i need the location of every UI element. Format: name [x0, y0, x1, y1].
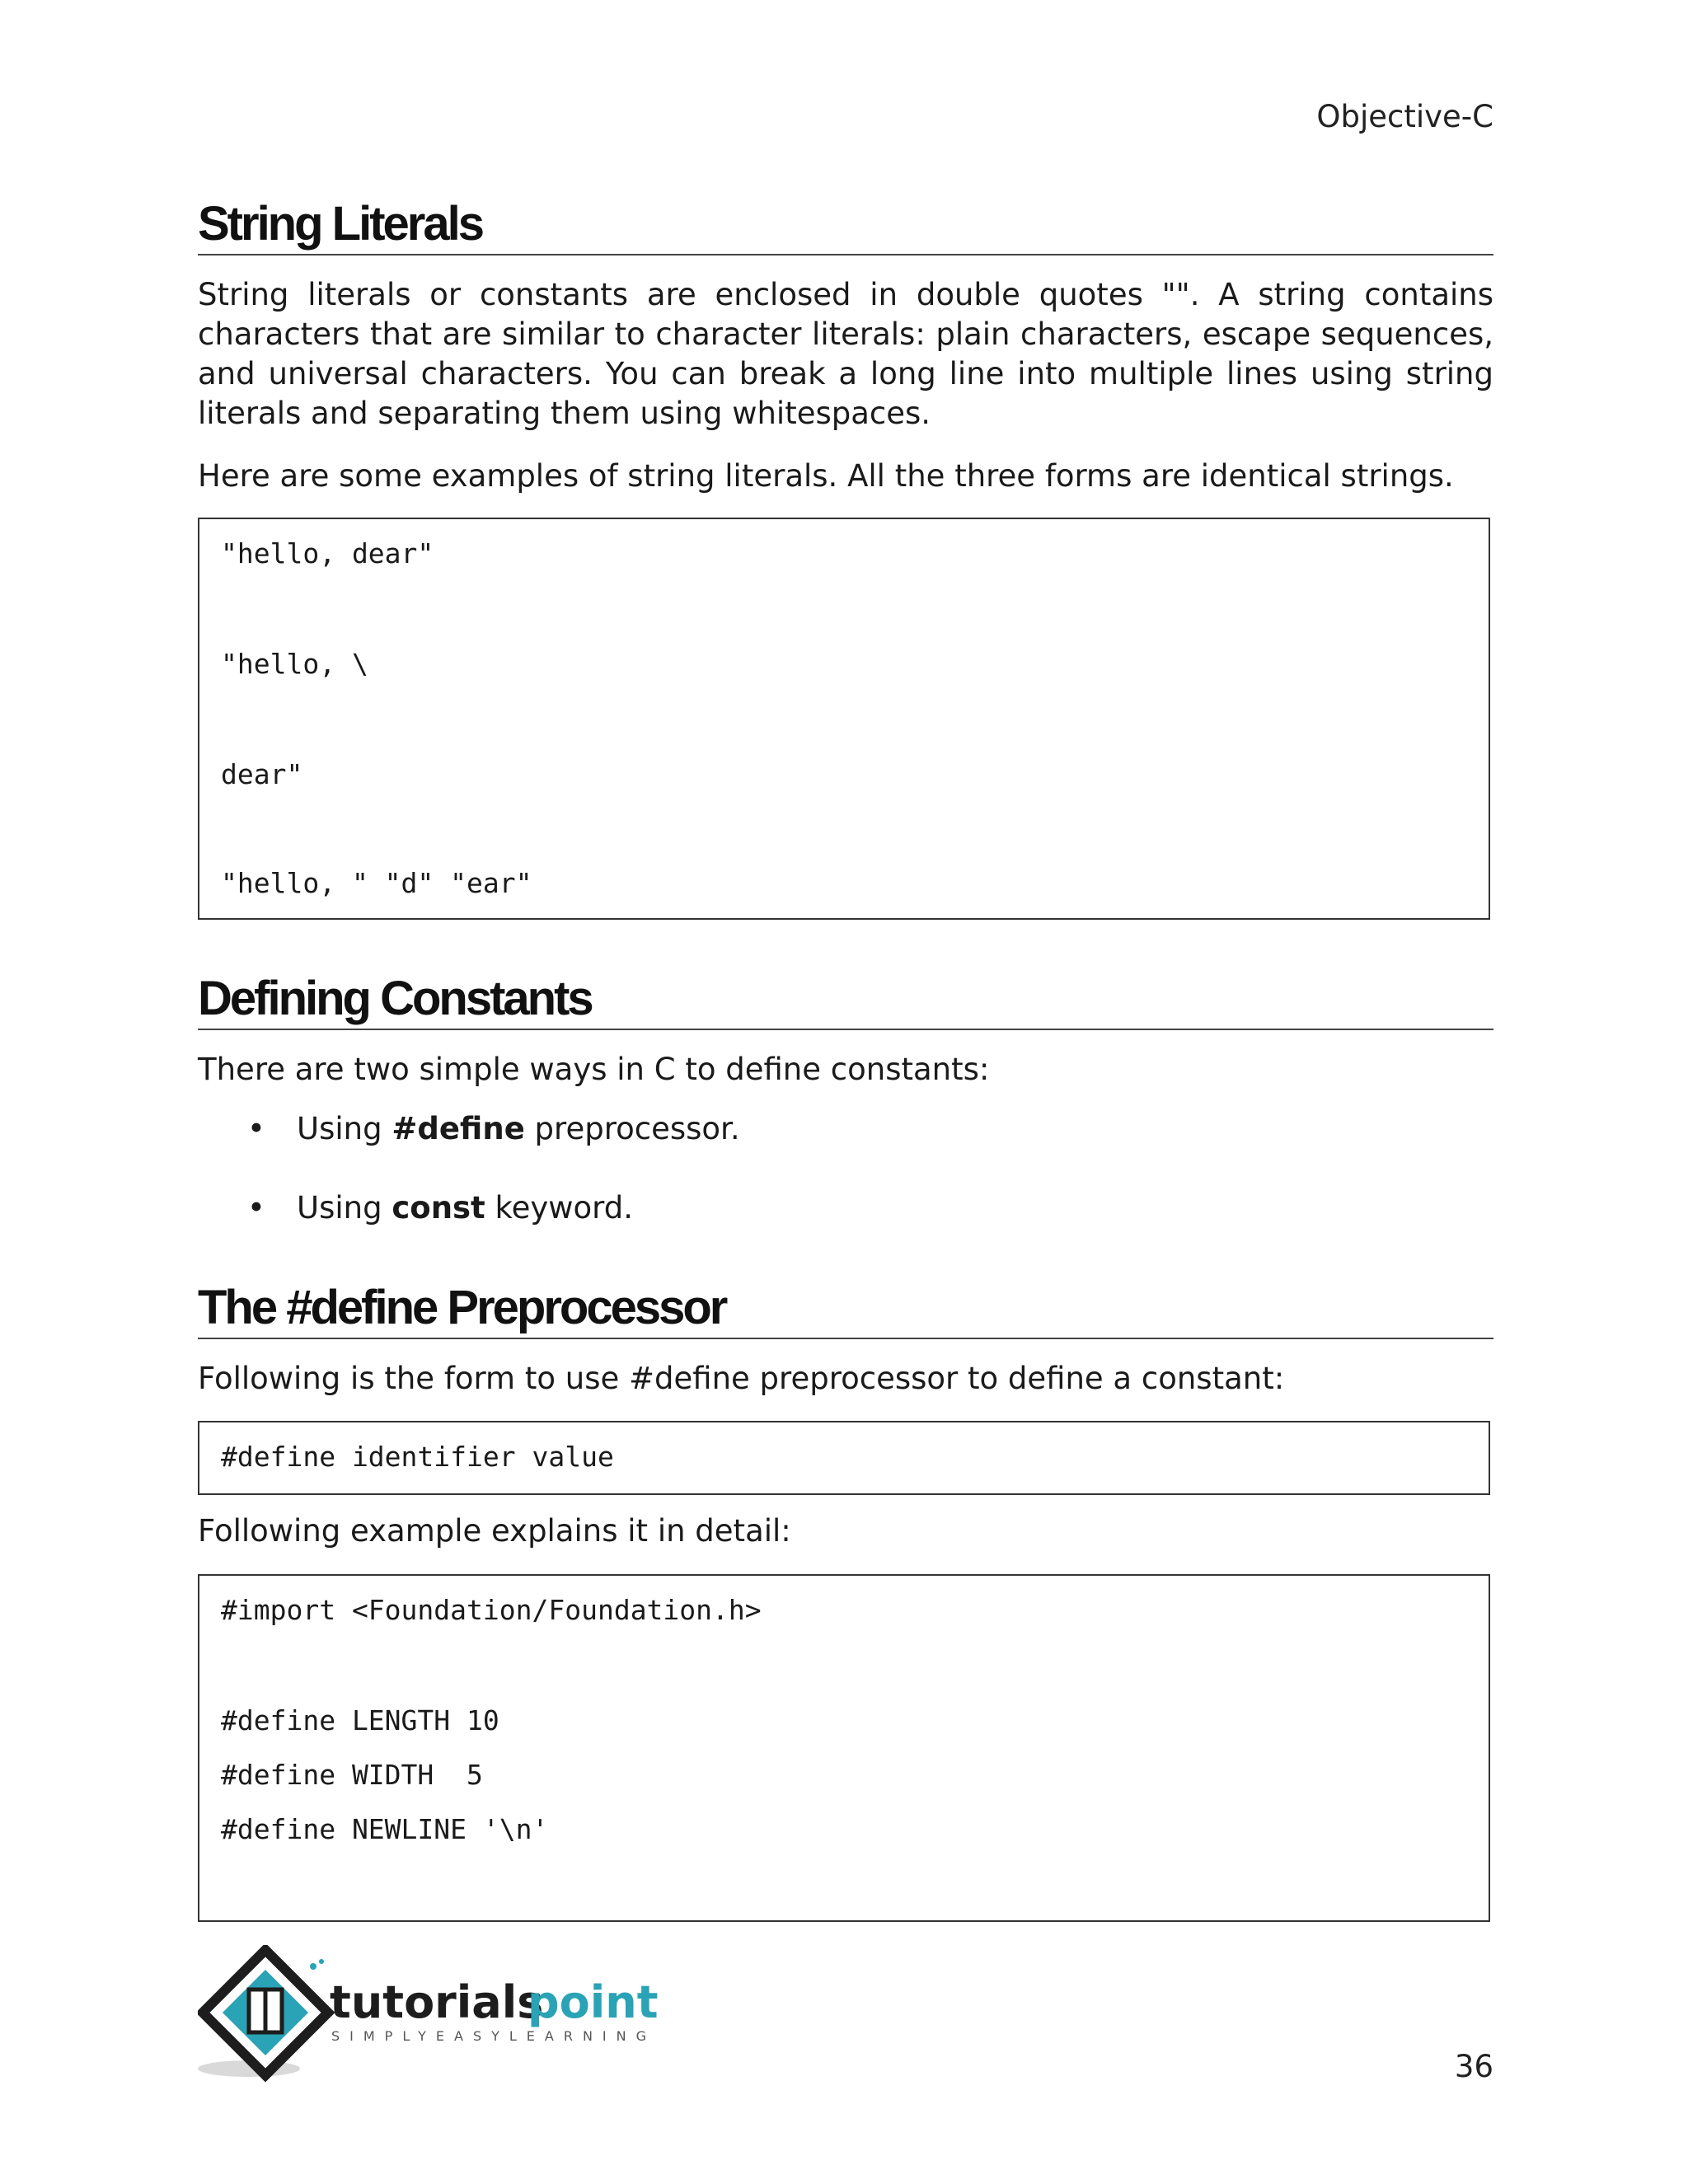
bullet-text: preprocessor.: [524, 1111, 740, 1146]
code-line: #define WIDTH 5: [221, 1759, 483, 1791]
bullet-text: keyword.: [485, 1190, 633, 1226]
bullet-keyword: const: [392, 1190, 485, 1226]
string-literals-examples-intro: Here are some examples of string literals. All the three forms are identical strings.: [198, 458, 1454, 494]
tutorialspoint-logo: [198, 1945, 676, 2085]
code-line: #import <Foundation/Foundation.h>: [221, 1594, 762, 1626]
running-header: Objective-C: [1316, 99, 1493, 134]
tutorialspoint-logo-icon: [198, 1945, 676, 2085]
constants-methods-list: [198, 1111, 1493, 1226]
bullet-text: Using: [297, 1111, 392, 1146]
logo-wordmark-accent: point: [528, 1976, 659, 2028]
code-line: #define NEWLINE '\n': [221, 1813, 549, 1845]
document-page: [198, 0, 1493, 2184]
code-line: #define LENGTH 10: [221, 1704, 499, 1736]
bullet-keyword: #define: [392, 1111, 525, 1146]
define-example-intro: Following example explains it in detail:: [198, 1513, 791, 1549]
string-literals-code-block: [198, 518, 1490, 920]
defining-constants-intro: There are two simple ways in C to define constants:: [198, 1052, 990, 1087]
code-line: "hello, dear": [221, 537, 434, 569]
define-syntax-code-block: [198, 1421, 1490, 1495]
code-line: #define identifier value: [221, 1441, 614, 1473]
code-line: "hello, \: [221, 648, 368, 680]
heading-string-literals: String Literals: [198, 198, 1493, 255]
page-number: 36: [1454, 2049, 1493, 2084]
define-example-code-block: [198, 1574, 1490, 1922]
define-preprocessor-intro: Following is the form to use #define preprocessor to define a constant:: [198, 1361, 1285, 1396]
bullet-icon: •: [247, 1190, 265, 1226]
string-literals-paragraph: String literals or constants are enclosed in double quotes "". A string contains characters that are similar to character literals: plain characters, escape sequences, and universal characters. You can break a long line into multiple lines using string literals and separating them using whitespaces.: [198, 277, 1493, 431]
heading-defining-constants: Defining Constants: [198, 972, 1493, 1030]
bullet-text: Using: [297, 1190, 392, 1226]
logo-wordmark-main: tutorials: [330, 1976, 544, 2028]
code-line: dear": [221, 758, 303, 790]
heading-define-preprocessor: The #define Preprocessor: [198, 1282, 1493, 1339]
bullet-icon: •: [247, 1111, 265, 1146]
logo-tagline: SIMPLYEASYLEARNING: [331, 2028, 657, 2044]
code-line: "hello, " "d" "ear": [221, 867, 532, 899]
